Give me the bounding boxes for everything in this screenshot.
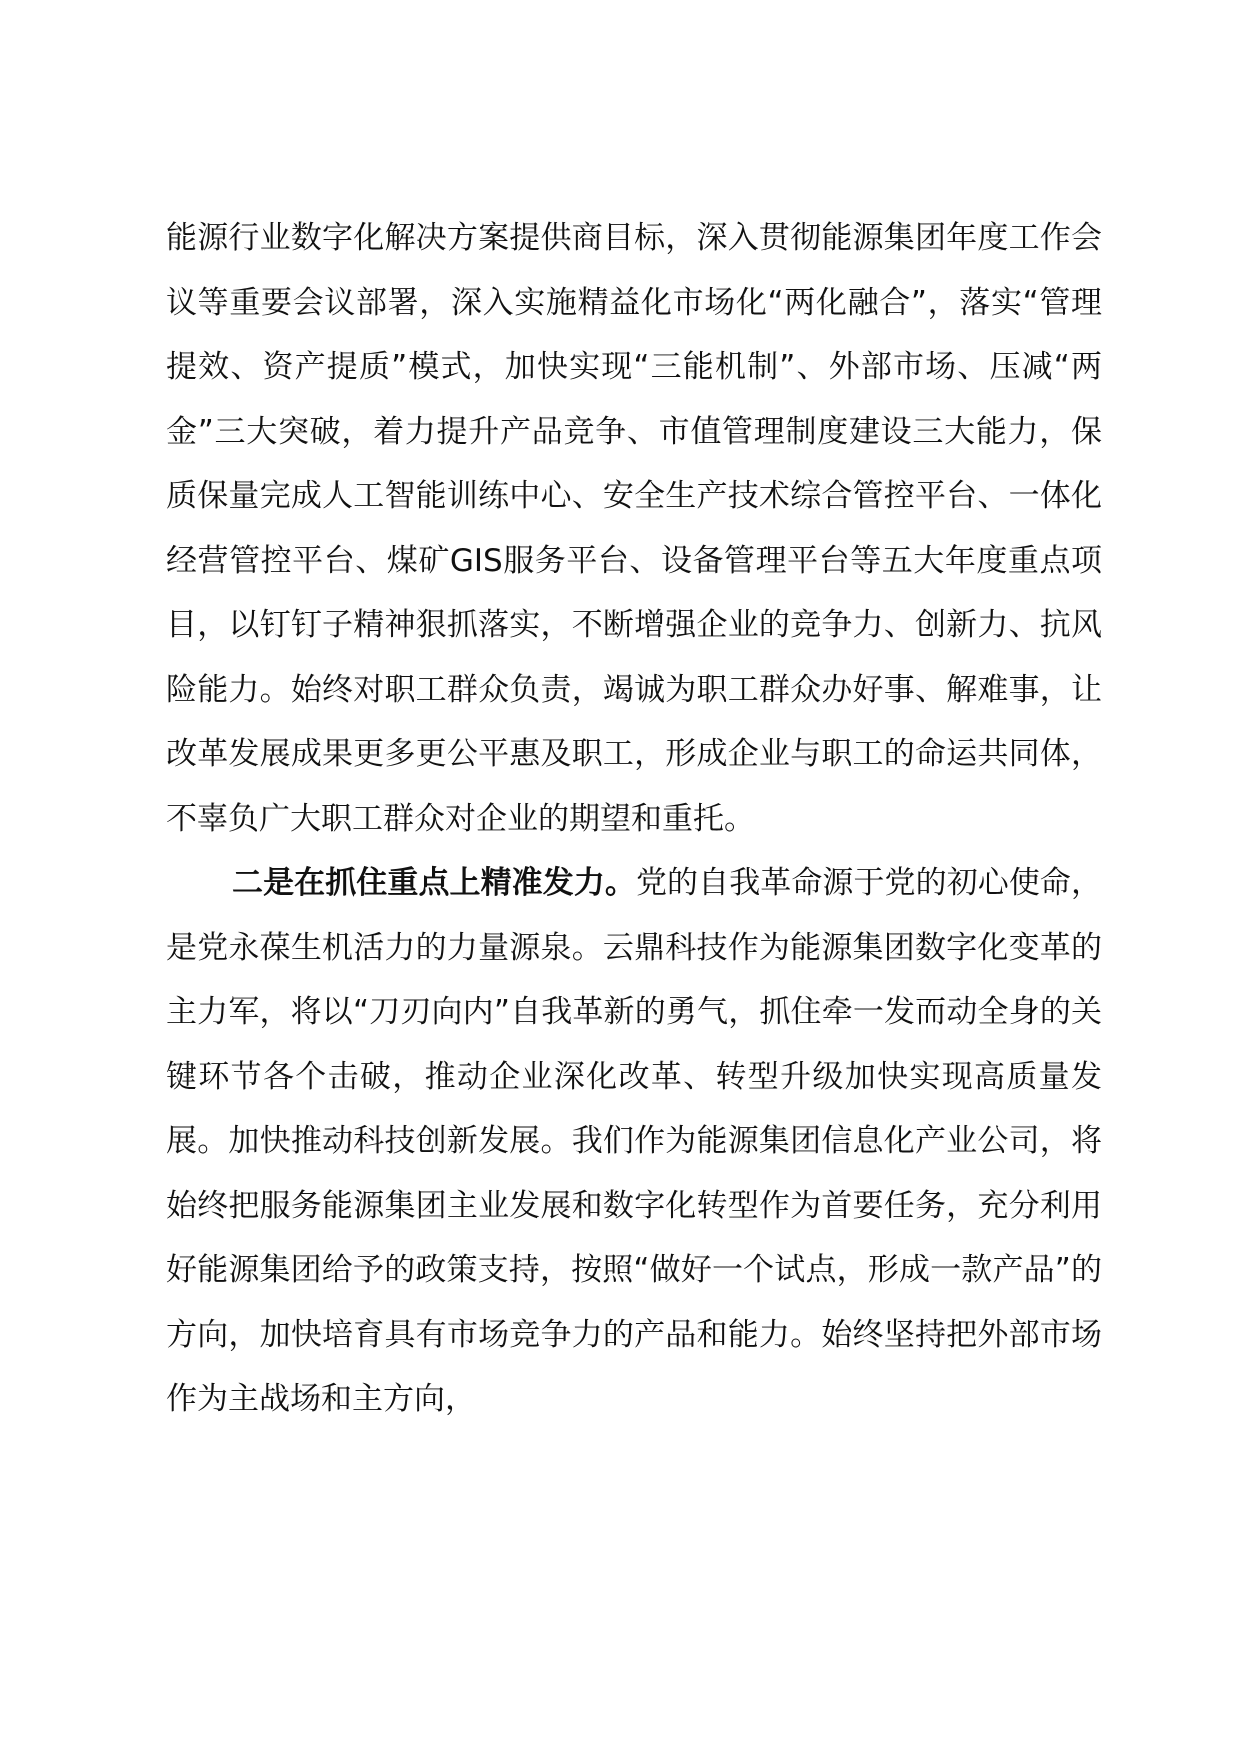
document-page [166,206,1102,1432]
paragraph-second-point [166,851,1102,1432]
paragraph-lead-heading: 二是在抓住重点上精准发力。 [232,865,636,901]
paragraph-continuation: 能源行业数字化解决方案提供商目标，深入贯彻能源集团年度工作会议等重要会议部署，深入实施精益化市场化“两化融合”，落实“管理提效、资产提质”模式，加快实现“三能机制”、外部市场、压减“两金”三大突破，着力提升产品竞争、市值管理制度建设三大能力，保质保量完成人工智能训练中心、安全生产技术综合管控平台、一体化经营管控平台、煤矿GIS服务平台、设备管理平台等五大年度重点项目，以钉钉子精神狠抓落实，不断增强企业的竞争力、创新力、抗风险能力。始终对职工群众负责，竭诚为职工群众办好事、解难事，让改革发展成果更多更公平惠及职工，形成企业与职工的命运共同体，不辜负广大职工群众对企业的期望和重托。 [166,220,1102,837]
paragraph-body-text: 党的自我革命源于党的初心使命，是党永葆生机活力的力量源泉。云鼎科技作为能源集团数字化变革的主力军，将以“刀刃向内”自我革新的勇气，抓住牵一发而动全身的关键环节各个击破，推动企业深化改革、转型升级加快实现高质量发展。加快推动科技创新发展。我们作为能源集团信息化产业公司，将始终把服务能源集团主业发展和数字化转型作为首要任务，充分利用好能源集团给予的政策支持，按照“做好一个试点，形成一款产品”的方向，加快培育具有市场竞争力的产品和能力。始终坚持把外部市场作为主战场和主方向， [166,865,1103,1417]
